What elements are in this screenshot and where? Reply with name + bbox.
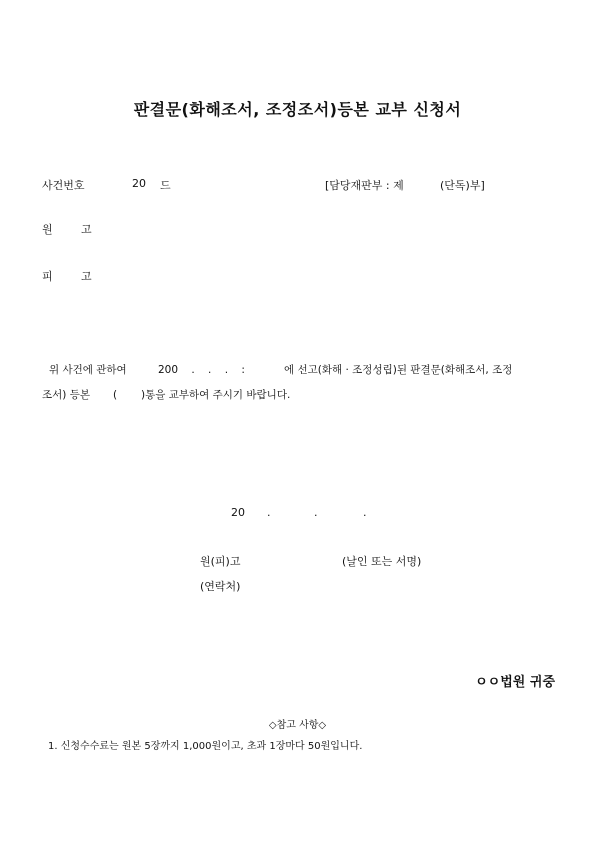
case-code: 드	[160, 179, 171, 192]
plaintiff-label-1: 원	[42, 223, 53, 236]
notice-heading: ◇참고 사항◇	[268, 720, 327, 731]
body-line2-paren: (	[113, 389, 118, 401]
body-line1-start: 위 사건에 관하여	[49, 364, 127, 376]
notice-item: 1. 신청수수료는 원본 5장까지 1,000원이고, 초과 1장마다 50원입니다.	[48, 741, 363, 752]
assigned-department: [담당재판부 : 제	[325, 179, 404, 192]
body-line1-date: 200 . . . :	[158, 364, 245, 376]
case-number-label: 사건번호	[42, 179, 85, 192]
court-addressee: ㅇㅇ법원 귀중	[475, 675, 555, 690]
body-line1-end: 에 선고(화해 · 조정성립)된 판결문(화해조서, 조정	[284, 364, 513, 376]
applicant-label: 원(피)고	[200, 555, 241, 568]
contact-label: (연락처)	[200, 580, 241, 593]
case-year-prefix: 20	[132, 177, 146, 190]
defendant-label-1: 피	[42, 270, 53, 283]
body-line2-start: 조서) 등본	[42, 389, 91, 401]
date-year-prefix: 20	[231, 506, 245, 519]
department-suffix: (단독)부]	[440, 179, 485, 192]
date-dot-1: .	[267, 506, 271, 519]
date-dot-2: .	[314, 506, 318, 519]
defendant-label-2: 고	[81, 270, 92, 283]
body-line2-end: )통을 교부하여 주시기 바랍니다.	[141, 389, 291, 401]
seal-or-signature: (날인 또는 서명)	[342, 555, 422, 568]
date-dot-3: .	[363, 506, 367, 519]
plaintiff-label-2: 고	[81, 223, 92, 236]
document-title: 판결문(화해조서, 조정조서)등본 교부 신청서	[133, 100, 462, 119]
